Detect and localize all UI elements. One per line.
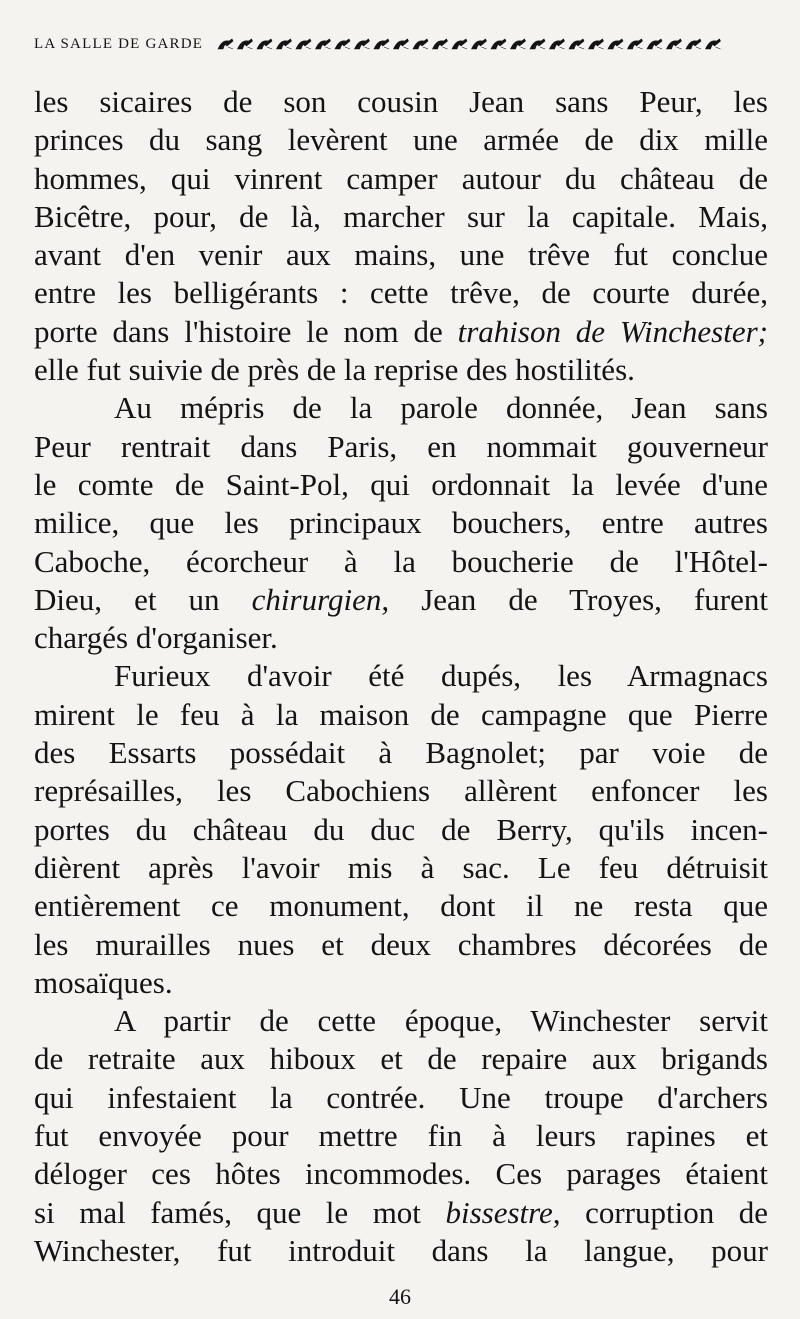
fleuron-ornament (550, 39, 565, 49)
text-line: elle fut suivie de près de la reprise des hostilités. (34, 352, 635, 388)
body-text (34, 83, 768, 1270)
page-number: 46 (389, 1284, 411, 1309)
fleuron-ornament (218, 39, 233, 49)
text-line: porte dans l'histoire le nom de trahison de Winchester; (34, 313, 768, 349)
running-header (34, 33, 769, 55)
text-line: milice, que les principaux bouchers, entre autres (34, 505, 768, 541)
fleuron-ornament (706, 39, 721, 49)
fleuron-ornament (413, 39, 428, 49)
text-line: chargés d'organiser. (34, 620, 278, 656)
text-line: entièrement ce monument, dont il ne resta que (34, 888, 768, 924)
fleuron-ornament (277, 39, 292, 49)
fleuron-ornament (452, 39, 467, 49)
text-line: avant d'en venir aux mains, une trêve fut conclue (34, 237, 768, 273)
fleuron-ornament (257, 39, 272, 49)
text-line: entre les belligérants : cette trêve, de courte durée, (34, 275, 768, 311)
ornament-rule (217, 37, 769, 51)
text-line: fut envoyée pour mettre fin à leurs rapines et (34, 1118, 768, 1154)
fleuron-ornament (589, 39, 604, 49)
fleuron-ornament (296, 39, 311, 49)
italic-term: bissestre, (445, 1194, 561, 1230)
text-line: portes du château du duc de Berry, qu'ils incen- (34, 811, 768, 847)
text-line: qui infestaient la contrée. Une troupe d'archers (34, 1079, 768, 1115)
text-line: princes du sang levèrent une armée de dix mille (34, 122, 768, 158)
fleuron-ornament (394, 39, 409, 49)
text-line: Bicêtre, pour, de là, marcher sur la capitale. Mais, (34, 198, 768, 234)
text-line: mirent le feu à la maison de campagne que Pierre (34, 696, 768, 732)
text-line: déloger ces hôtes incommodes. Ces parages étaient (34, 1156, 768, 1192)
fleuron-ornament (491, 39, 506, 49)
text-line: de retraite aux hiboux et de repaire aux brigands (34, 1041, 768, 1077)
fleuron-ornament (686, 39, 701, 49)
paragraph-first-line: Furieux d'avoir été dupés, les Armagnacs (114, 658, 768, 694)
fleuron-ornament (316, 39, 331, 49)
text-line: dièrent après l'avoir mis à sac. Le feu détruisit (34, 849, 768, 885)
fleuron-ornament (355, 39, 370, 49)
fleuron-ornament (472, 39, 487, 49)
paragraph-first-line: A partir de cette époque, Winchester servit (114, 1003, 768, 1039)
fleuron-ornament (569, 39, 584, 49)
text-line: hommes, qui vinrent camper autour du château de (34, 160, 768, 196)
paragraph-first-line: Au mépris de la parole donnée, Jean sans (114, 390, 768, 426)
text-line: Caboche, écorcheur à la boucherie de l'Hôtel- (34, 543, 768, 579)
fleuron-ornament (433, 39, 448, 49)
text-line: les murailles nues et deux chambres décorées de (34, 926, 768, 962)
italic-term: trahison de Winchester; (457, 313, 768, 349)
text-line: si mal famés, que le mot bissestre, corruption de (34, 1194, 768, 1230)
fleuron-ornament (608, 39, 623, 49)
fleuron-ornament (647, 39, 662, 49)
running-title: LA SALLE DE GARDE (34, 35, 204, 52)
fleuron-ornament (374, 39, 389, 49)
fleuron-ornament (511, 39, 526, 49)
text-line: Peur rentrait dans Paris, en nommait gouverneur (34, 428, 768, 464)
text-line: des Essarts possédait à Bagnolet; par voie de (34, 735, 768, 771)
fleuron-ornament (667, 39, 682, 49)
text-line: représailles, les Cabochiens allèrent enfoncer les (34, 773, 768, 809)
text-line: Winchester, fut introduit dans la langue, pour (34, 1232, 768, 1268)
text-line: Dieu, et un chirurgien, Jean de Troyes, furent (34, 581, 768, 617)
italic-term: chirurgien, (251, 581, 390, 617)
fleuron-ornament (335, 39, 350, 49)
text-line: mosaïques. (34, 964, 173, 1000)
text-line: les sicaires de son cousin Jean sans Peur, les (34, 84, 768, 119)
fleuron-ornament (238, 39, 253, 49)
text-line: le comte de Saint-Pol, qui ordonnait la levée d'une (34, 466, 768, 502)
fleuron-ornament (628, 39, 643, 49)
fleuron-ornament (530, 39, 545, 49)
